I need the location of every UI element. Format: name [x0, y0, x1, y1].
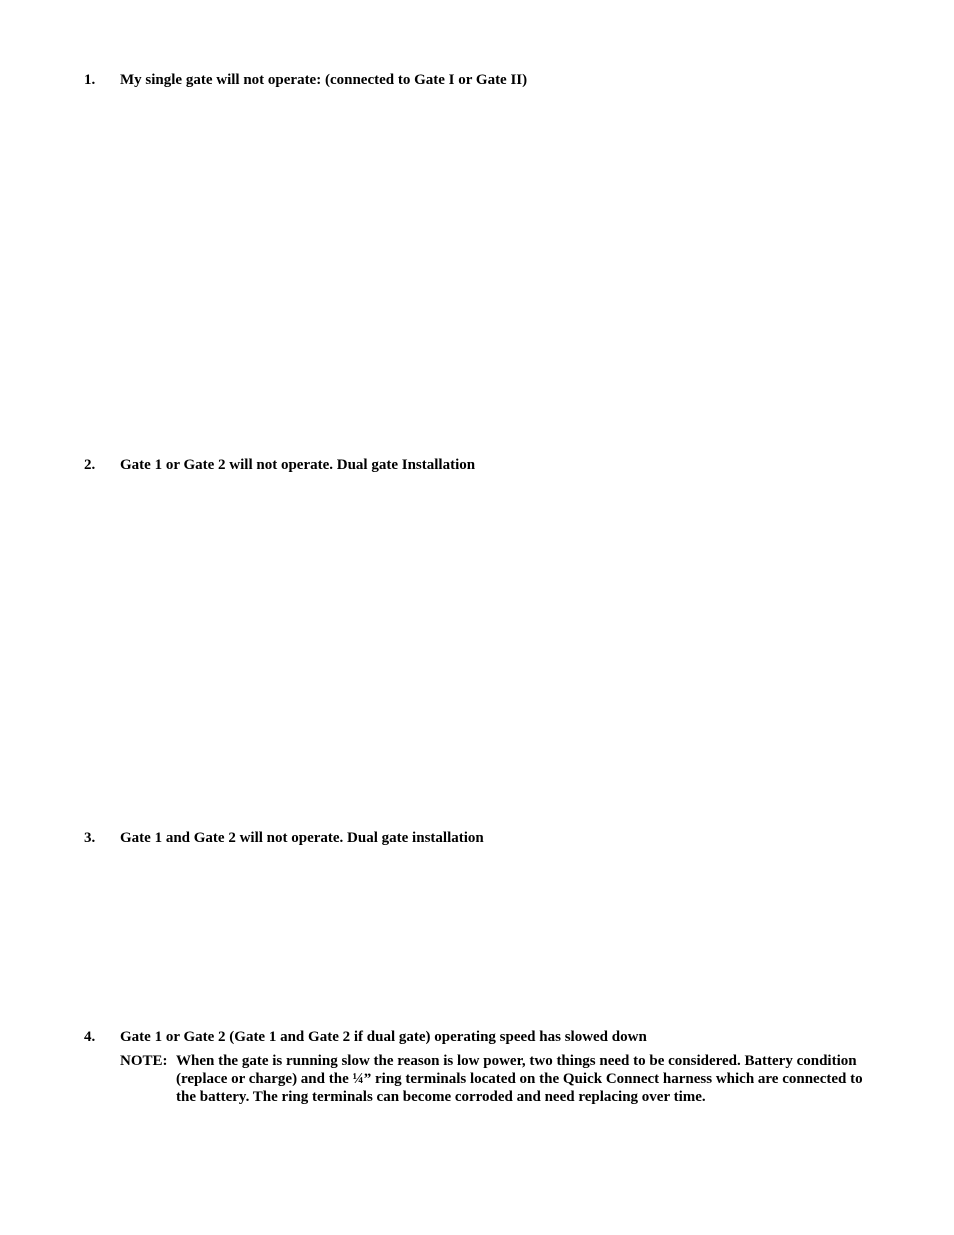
item-heading: Gate 1 or Gate 2 (Gate 1 and Gate 2 if dual gate) operating speed has slowed down [120, 1029, 647, 1045]
note-block [120, 1052, 880, 1106]
note-text: When the gate is running slow the reason is low power, two things need to be considered. Battery condition (replace or charge) and the ¼” ring terminals located on the Quick Connect harness which are connected to the battery. The ring terminals can become corroded and need replacing over time. [176, 1053, 863, 1105]
item-number: 2. [84, 457, 96, 473]
item-heading: Gate 1 or Gate 2 will not operate. Dual gate Installation [120, 457, 476, 473]
item-number: 3. [84, 830, 96, 846]
item-heading: My single gate will not operate: (connected to Gate I or Gate II) [120, 72, 528, 88]
item-number: 1. [84, 72, 96, 88]
note-label: NOTE: [120, 1053, 168, 1069]
item-number: 4. [84, 1029, 96, 1045]
item-heading: Gate 1 and Gate 2 will not operate. Dual gate installation [120, 830, 484, 846]
